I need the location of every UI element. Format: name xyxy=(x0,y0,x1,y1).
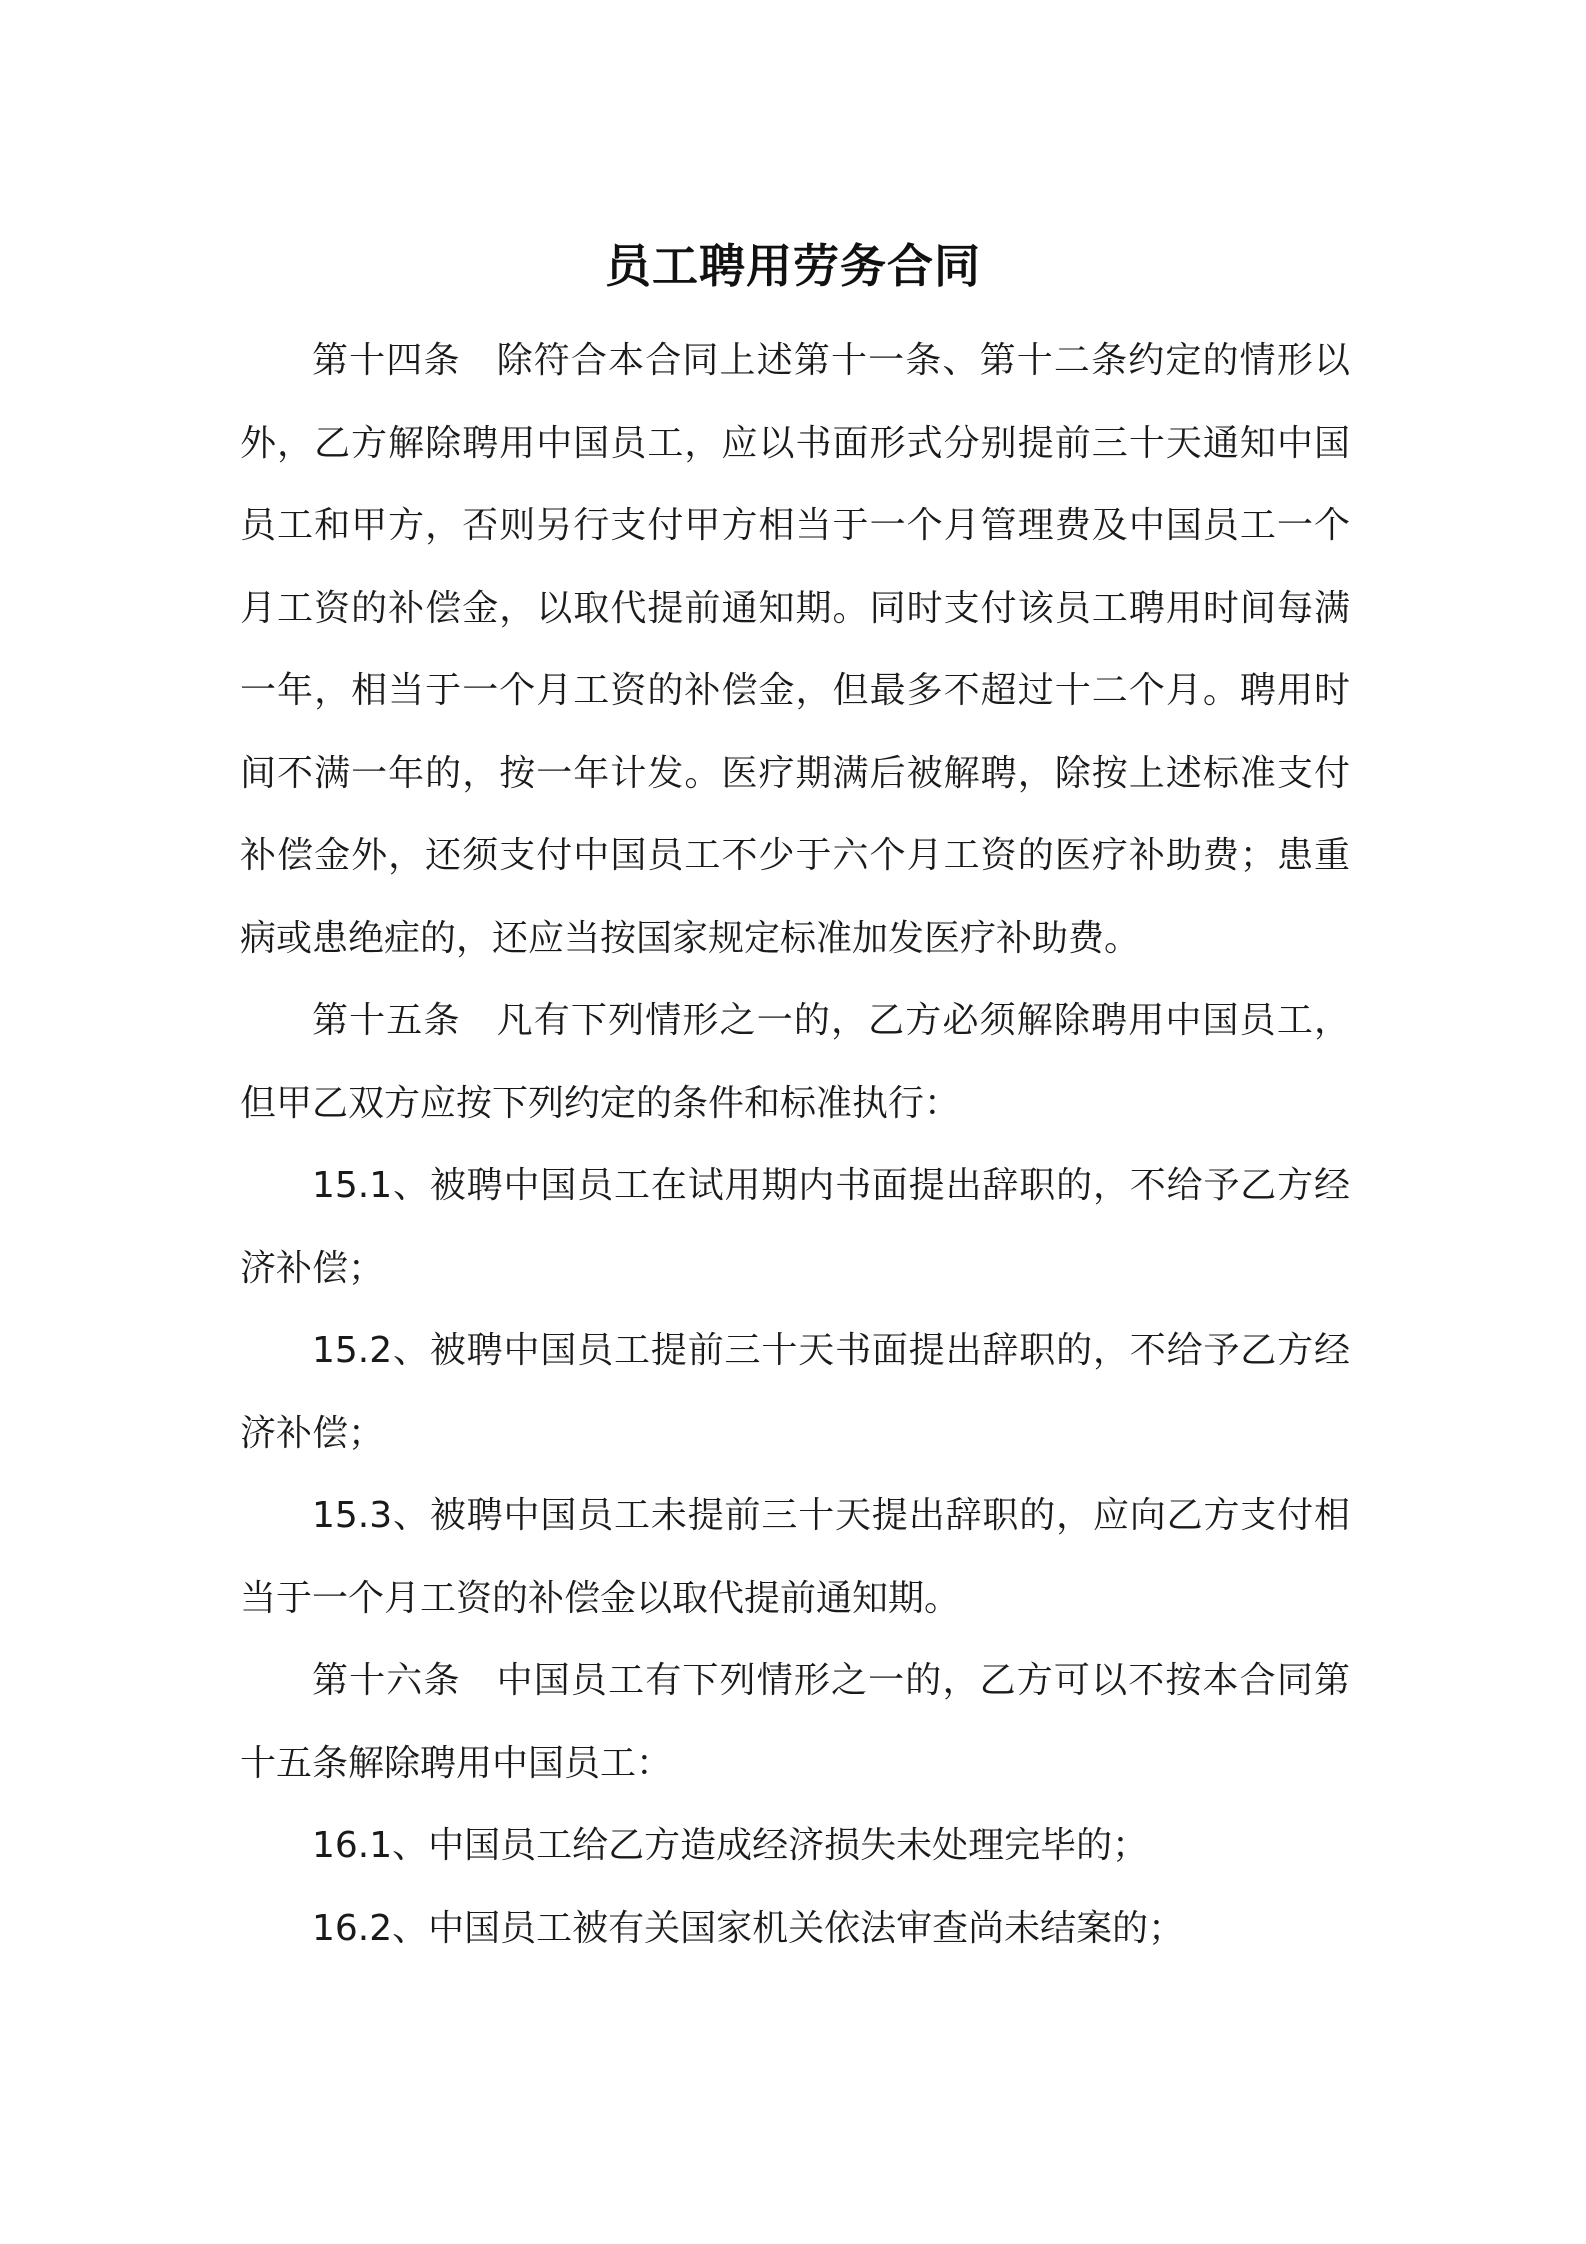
document-body xyxy=(240,320,1350,1970)
document-title: 员工聘用劳务合同 xyxy=(605,238,981,293)
article-15-text: 凡有下列情形之一的，乙方必须解除聘用中国员工，但甲乙双方应按下列约定的条件和标准执行： xyxy=(240,1000,1350,1124)
article-15-number: 第十五条 xyxy=(312,1000,461,1041)
article-14-text: 除符合本合同上述第十一条、第十二条约定的情形以外，乙方解除聘用中国员工，应以书面形式分别提前三十天通知中国员工和甲方，否则另行支付甲方相当于一个月管理费及中国员工一个月工资的补偿金，以取代提前通知期。同时支付该员工聘用时间每满一年，相当于一个月工资的补偿金，但最多不超过十二个月。聘用时间不满一年的，按一年计发。医疗期满后被解聘，除按上述标准支付补偿金外，还须支付中国员工不少于六个月工资的医疗补助费；患重病或患绝症的，还应当按国家规定标准加发医疗补助费。 xyxy=(240,340,1350,959)
clause-16-1: 16.1、中国员工给乙方造成经济损失未处理完毕的； xyxy=(312,1825,1149,1866)
article-16-paragraph xyxy=(240,1640,1350,1805)
article-16-text: 中国员工有下列情形之一的，乙方可以不按本合同第十五条解除聘用中国员工： xyxy=(240,1660,1350,1784)
article-14-number: 第十四条 xyxy=(312,340,461,381)
clause-15-1: 15.1、被聘中国员工在试用期内书面提出辞职的，不给予乙方经济补偿； xyxy=(240,1165,1350,1289)
clause-15-2: 15.2、被聘中国员工提前三十天书面提出辞职的，不给予乙方经济补偿； xyxy=(240,1330,1350,1454)
clause-15-3: 15.3、被聘中国员工未提前三十天提出辞职的，应向乙方支付相当于一个月工资的补偿金以取代提前通知期。 xyxy=(240,1495,1350,1619)
article-15-paragraph xyxy=(240,980,1350,1145)
clause-16-2: 16.2、中国员工被有关国家机关依法审查尚未结案的； xyxy=(312,1907,1185,1949)
article-16-number: 第十六条 xyxy=(312,1660,461,1701)
article-14-paragraph xyxy=(240,320,1350,980)
